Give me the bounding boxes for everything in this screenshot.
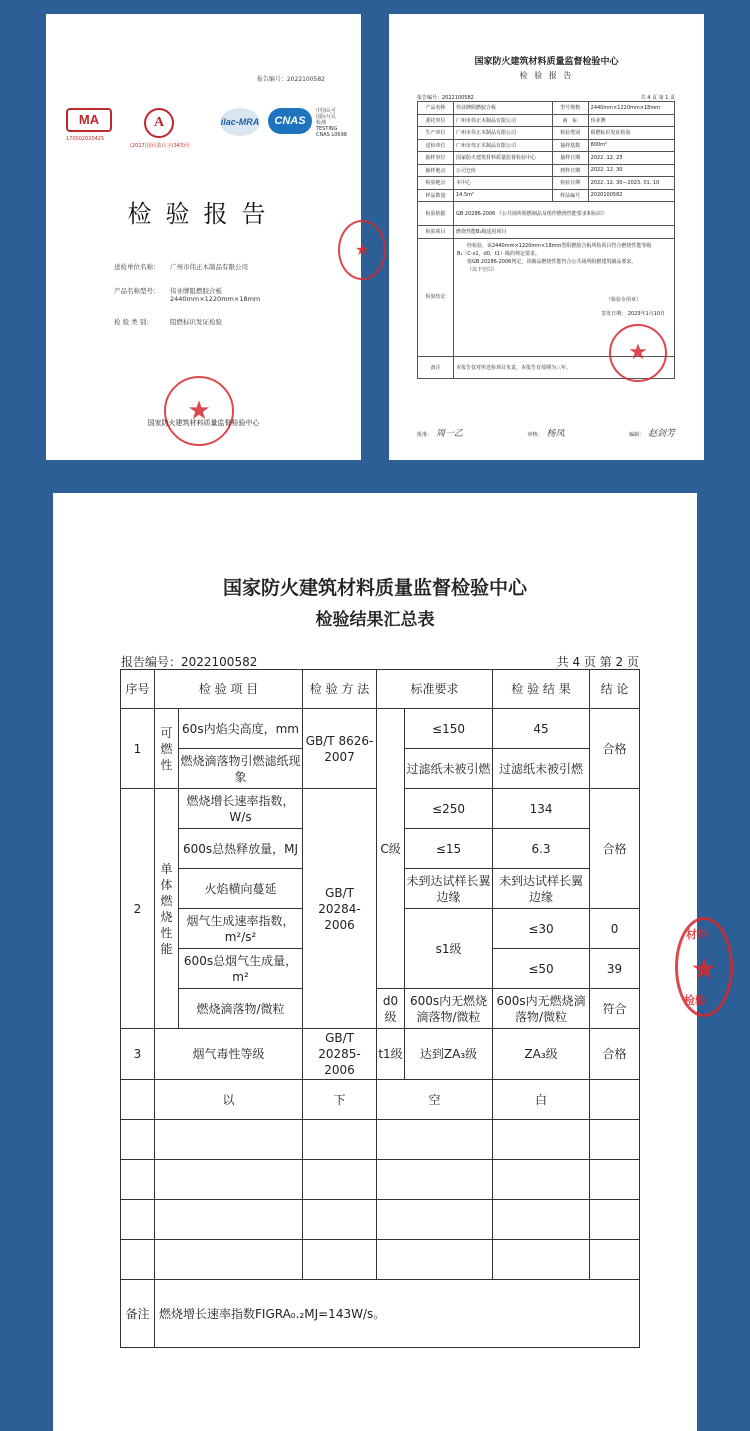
table-row — [121, 989, 640, 1029]
seal-text: 材料 — [686, 928, 708, 941]
table-row — [418, 177, 675, 190]
result-cell: 45 — [493, 709, 590, 749]
cell-key: 型号规格 — [552, 102, 588, 115]
cell-key: 检验项目 — [418, 226, 454, 239]
cell-key: 生产单位 — [418, 127, 454, 140]
cell-value: 公司仓库 — [454, 164, 553, 177]
cell-value: 伟业牌阻燃胶合板 — [454, 102, 553, 115]
product-name: 伟业牌阻燃胶合板 — [170, 287, 222, 295]
cover-report-number: 报告编号：2022100582 — [256, 76, 325, 83]
cnas-line: TESTING — [316, 126, 338, 132]
cell-key: 产品名称 — [418, 102, 454, 115]
cnas-line: CNAS L0698 — [316, 132, 347, 138]
conclusion-cell: 符合 — [590, 989, 640, 1029]
results-subtitle: 检验结果汇总表 — [315, 610, 435, 630]
requirement-cell: ≤15 — [405, 829, 493, 869]
cell-key: 样品数量 — [418, 189, 454, 202]
signature-row — [417, 426, 675, 439]
cnas-line: 国际互认 — [316, 114, 337, 120]
row-number: 2 — [121, 789, 155, 1029]
requirement-cell: ≤250 — [405, 789, 493, 829]
blank-word: 下 — [303, 1080, 377, 1120]
cell-value: 2440mm×1220mm×18mm — [588, 102, 674, 115]
result-cell: 0 — [590, 909, 640, 949]
cal-mark-icon: A — [144, 108, 174, 138]
result-cell: 6.3 — [493, 829, 590, 869]
blank-row — [121, 1080, 640, 1120]
category-cell: 单体燃烧性能 — [155, 789, 179, 1029]
requirement-cell: ≤30 — [493, 909, 590, 949]
result-cell: 未到达试样长翼边缘 — [493, 869, 590, 909]
table-row — [418, 114, 675, 127]
cell-value: 伟业牌 — [588, 114, 674, 127]
field-product — [114, 286, 260, 303]
field-value — [170, 286, 260, 303]
cell-value: 本报告仅对所送检项目负责，本报告有效期为三年。 — [454, 356, 675, 378]
official-seal — [164, 376, 234, 446]
cell-value: 阻燃标识发证检验 — [588, 127, 674, 140]
conclusion-line: 按GB 20286-2006判定，该制品燃烧性能符合公共场所阻燃建筑制品要求。 — [467, 258, 637, 265]
blank-word: 以 — [155, 1080, 303, 1120]
cell-value: 14.5m² — [454, 189, 553, 202]
conclusion-line: B₁（C-s1，d0，t1）级的规定要求。 — [457, 250, 541, 257]
header-cell: 检 验 方 法 — [303, 670, 377, 709]
blank-row — [121, 1200, 640, 1240]
field-category — [114, 317, 222, 326]
cell-key: 备注 — [418, 356, 454, 378]
summary-meta — [417, 94, 675, 101]
requirement-cell: ≤150 — [405, 709, 493, 749]
certification-logos — [64, 108, 354, 156]
compile-label: 编制： — [628, 432, 644, 438]
field-sender — [114, 262, 248, 271]
seal-star-icon: ★ — [354, 240, 370, 259]
cover-page — [46, 14, 370, 460]
cell-value: 广州市伟正木制品有限公司 — [454, 139, 553, 152]
result-cell: 过滤纸未被引燃 — [493, 749, 590, 789]
table-row — [418, 152, 675, 165]
cell-value: 2022. 12. 30—2023. 01. 10 — [588, 177, 674, 190]
result-cell: ZA₃级 — [493, 1029, 590, 1080]
cell-value: 2022. 12. 30 — [588, 164, 674, 177]
cell-value: 广州市伟正木制品有限公司 — [454, 114, 553, 127]
result-cell: 39 — [590, 949, 640, 989]
results-meta — [121, 653, 639, 670]
row-number: 1 — [121, 709, 155, 789]
note-text: 燃烧增长速率指数FIGRA₀.₂MJ=143W/s。 — [155, 1280, 640, 1348]
cell-key: 委托单位 — [418, 114, 454, 127]
table-row — [418, 164, 675, 177]
cal-logo — [130, 108, 202, 149]
cell-key: 抽样单位 — [418, 152, 454, 165]
requirement-cell: 过滤纸未被引燃 — [405, 749, 493, 789]
cover-issuer: 国家防火建筑材料质量监督检验中心 — [147, 419, 260, 427]
method-cell: GB/T 20284-2006 — [303, 789, 377, 1029]
cell-value: 国家防火建筑材料质量监督检验中心 — [454, 152, 553, 165]
cnas-line: 检测 — [316, 120, 327, 126]
cnas-logo — [268, 108, 358, 138]
results-page-number: 共 4 页 第 2 页 — [556, 655, 639, 669]
ilac-logo — [220, 108, 264, 136]
table-row — [418, 189, 675, 202]
table-row — [121, 1029, 640, 1080]
results-page — [53, 493, 718, 1431]
conclusion-cell: 合格 — [590, 789, 640, 909]
official-seal — [609, 324, 667, 382]
requirement-cell: 600s内无燃烧滴落物/微粒 — [405, 989, 493, 1029]
edge-seal — [338, 220, 386, 280]
blank-row — [121, 1160, 640, 1200]
item-cell: 燃烧滴落物/微粒 — [179, 989, 303, 1029]
category-cell: 可燃性 — [155, 709, 179, 789]
results-table — [120, 669, 640, 1348]
item-cell: 火焰横向蔓延 — [179, 869, 303, 909]
table-row — [418, 102, 675, 115]
cell-value: 广州市伟正木制品有限公司 — [454, 127, 553, 140]
blank-row — [121, 1240, 640, 1280]
method-cell: GB/T 20285-2006 — [303, 1029, 377, 1080]
cell-key: 检验地点 — [418, 177, 454, 190]
result-cell: 600s内无燃烧滴落物/微粒 — [493, 989, 590, 1029]
summary-subtitle: 检 验 报 告 — [519, 71, 574, 80]
conclusion-cell: 合格 — [590, 1029, 640, 1080]
field-label: 送检单位名称： — [114, 263, 160, 271]
conclusion-line: 经检验，该2440mm×1220mm×18mm型阻燃胶合板所检项目符合燃烧性能等级 — [467, 242, 652, 249]
summary-title: 国家防火建筑材料质量监督检验中心 — [474, 57, 619, 67]
seal-star-icon: ★ — [187, 396, 211, 426]
item-cell: 60s内焰尖高度，mm — [179, 709, 303, 749]
cell-value: 燃烧性能B₁级适用项目 — [454, 226, 675, 239]
header-cell: 序号 — [121, 670, 155, 709]
compile-signature — [629, 426, 675, 439]
method-cell: GB/T 8626-2007 — [303, 709, 377, 789]
cma-mark-icon: MA — [66, 108, 112, 132]
cell-key: 检验日期 — [552, 177, 588, 190]
header-cell: 检 验 结 果 — [493, 670, 590, 709]
note-label: 备注 — [121, 1280, 155, 1348]
header-cell: 标准要求 — [377, 670, 493, 709]
cnas-text — [316, 108, 362, 138]
cell-key: 检验依据 — [418, 202, 454, 226]
cnas-line: 中国认可 — [316, 108, 337, 114]
cell-value: 2020100582 — [588, 189, 674, 202]
conclusion-cell: 合格 — [590, 709, 640, 789]
summary-page — [389, 14, 704, 460]
cnas-mark-icon: CNAS — [268, 108, 312, 134]
cma-code: 170002020425 — [66, 136, 105, 142]
seal-text: 检验 — [684, 994, 706, 1007]
field-value: 广州市伟正木制品有限公司 — [170, 263, 248, 271]
blank-row — [121, 1120, 640, 1160]
class-cell: C级 — [377, 709, 405, 989]
field-label: 产品名称型号： — [114, 287, 160, 295]
results-report-number: 报告编号：2022100582 — [121, 655, 258, 669]
cell-value: 2022. 12. 23 — [588, 152, 674, 165]
table-row — [418, 139, 675, 152]
cover-title: 检验报告 — [127, 200, 280, 228]
requirement-cell: 达到ZA₃级 — [405, 1029, 493, 1080]
summary-page-number: 共 4 页 第 1 页 — [640, 95, 675, 101]
cell-key: 商 标 — [552, 114, 588, 127]
field-label: 检 验 类 别： — [114, 318, 153, 326]
blank-word: 空 — [377, 1080, 493, 1120]
result-cell: 134 — [493, 789, 590, 829]
seal-star-icon: ★ — [690, 952, 718, 987]
sign-date: 签发日期： 2023年1月10日 — [601, 310, 665, 317]
cell-value: GB 20286-2006 《公共场所阻燃制品及组件燃烧性能要求和标识》 — [454, 202, 675, 226]
edge-seal — [675, 917, 733, 1017]
table-header-row — [121, 670, 640, 709]
cell-key: 送检单位 — [418, 139, 454, 152]
class-cell: s1级 — [405, 909, 493, 989]
cell-key: 检验结论 — [418, 238, 454, 356]
item-cell: 600s总热释放量，MJ — [179, 829, 303, 869]
cell-value: 800m² — [588, 139, 674, 152]
table-row — [418, 202, 675, 226]
review-label: 审核： — [527, 432, 543, 438]
note-row — [121, 1280, 640, 1348]
field-value: 阻燃标识发证检验 — [170, 318, 222, 326]
row-number: 3 — [121, 1029, 155, 1080]
seal-star-icon: ★ — [628, 340, 648, 365]
conclusion-line: （以下空白） — [467, 266, 498, 273]
summary-report-number: 报告编号：2022100582 — [417, 95, 474, 101]
item-cell: 燃烧增长速率指数，W/s — [179, 789, 303, 829]
cell-key: 抽样日期 — [552, 152, 588, 165]
header-cell: 结 论 — [590, 670, 640, 709]
blank-word: 白 — [493, 1080, 590, 1120]
ilac-mark-icon: ilac-MRA — [220, 108, 260, 136]
item-cell: 燃烧滴落物引燃滤纸现象 — [179, 749, 303, 789]
review-sig: 杨凤 — [546, 429, 565, 439]
requirement-cell: 未到达试样长翼边缘 — [405, 869, 493, 909]
item-cell: 烟气生成速率指数，m²/s² — [179, 909, 303, 949]
requirement-cell: ≤50 — [493, 949, 590, 989]
table-row — [121, 709, 640, 749]
approve-signature — [417, 426, 463, 439]
cma-logo — [66, 108, 118, 142]
cell-key: 检验类别 — [552, 127, 588, 140]
compile-sig: 赵剑芳 — [647, 429, 675, 439]
cell-key: 抽样地点 — [418, 164, 454, 177]
class-cell: t1级 — [377, 1029, 405, 1080]
approve-label: 批准： — [417, 432, 433, 438]
item-cell: 600s总烟气生成量，m² — [179, 949, 303, 989]
table-row — [418, 226, 675, 239]
cell-key: 抽样基数 — [552, 139, 588, 152]
review-signature — [527, 426, 564, 439]
header-cell: 检 验 项 目 — [155, 670, 303, 709]
item-cell: 烟气毒性等级 — [155, 1029, 303, 1080]
table-row — [418, 127, 675, 140]
cal-code: (2017)国认监认字(343)号 — [130, 143, 191, 149]
cell-key: 到样日期 — [552, 164, 588, 177]
results-title: 国家防火建筑材料质量监督检验中心 — [222, 577, 527, 599]
stamp-note: （检验专用章） — [605, 296, 641, 303]
approve-sig: 周一乙 — [436, 429, 464, 439]
cell-value: 本中心 — [454, 177, 553, 190]
product-size: 2440mm×1220mm×18mm — [170, 295, 261, 303]
class-cell: d0级 — [377, 989, 405, 1029]
cell-key: 样品编号 — [552, 189, 588, 202]
